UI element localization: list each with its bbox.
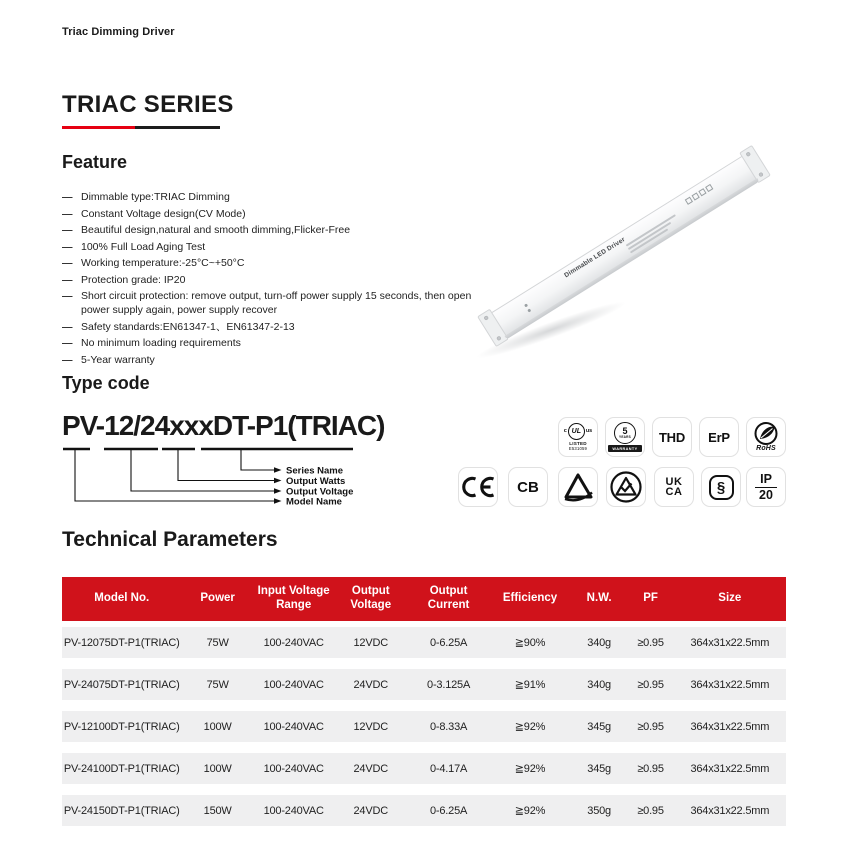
warranty-years-number: 5 bbox=[622, 425, 628, 436]
terminal-dot bbox=[527, 308, 531, 312]
table-cell: 345g bbox=[587, 720, 611, 733]
ukca-line1: UK bbox=[665, 475, 683, 488]
ul-prefix: c bbox=[563, 427, 567, 434]
callout-model-name: Model Name bbox=[286, 496, 342, 508]
table-cell: 100-240VAC bbox=[263, 678, 324, 691]
ukca-mark bbox=[666, 477, 683, 498]
underline-red-segment bbox=[62, 126, 135, 129]
feature-list bbox=[62, 191, 474, 370]
triangle-mark bbox=[562, 472, 594, 503]
ukca-line2: CA bbox=[665, 486, 683, 498]
table-cell: ≧90% bbox=[514, 637, 546, 649]
arrow-icon bbox=[274, 478, 282, 484]
table-cell: 364x31x22.5mm bbox=[690, 678, 770, 691]
feature-text: Short circuit protection: remove output, turn-off power supply 15 seconds, then open power supply again, power supply recover bbox=[81, 290, 472, 317]
table-cell: 150W bbox=[203, 804, 232, 817]
col-header: Power bbox=[200, 592, 235, 605]
feature-item bbox=[62, 241, 474, 255]
table-cell: 12VDC bbox=[353, 720, 388, 733]
table-cell: ≧91% bbox=[514, 679, 546, 691]
feature-item bbox=[62, 290, 474, 318]
table-cell: 350g bbox=[587, 804, 611, 817]
feature-text: Safety standards:EN61347-1、EN61347-2-13 bbox=[81, 320, 295, 333]
page-header-label: Triac Dimming Driver bbox=[62, 26, 175, 38]
cb-label: CB bbox=[517, 478, 539, 496]
five-year-warranty-icon bbox=[605, 417, 645, 457]
table-cell: 345g bbox=[587, 762, 611, 775]
bullet-dash: — bbox=[62, 320, 73, 333]
feature-item bbox=[62, 257, 474, 271]
col-header: PF bbox=[643, 592, 658, 605]
table-row bbox=[62, 795, 786, 826]
thd-label: THD bbox=[658, 429, 686, 445]
feature-text: No minimum loading requirements bbox=[81, 337, 241, 350]
table-cell: 24VDC bbox=[353, 804, 388, 817]
table-row bbox=[62, 711, 786, 742]
screw-icon bbox=[758, 172, 764, 178]
feature-item bbox=[62, 208, 474, 222]
table-row bbox=[62, 753, 786, 784]
cb-icon bbox=[508, 467, 548, 507]
erp-icon bbox=[699, 417, 739, 457]
callout-output-voltage: Output Voltage bbox=[286, 486, 354, 498]
type-code-diagram bbox=[62, 446, 372, 510]
print-mark bbox=[692, 192, 700, 200]
table-cell: 364x31x22.5mm bbox=[690, 804, 770, 817]
table-cell: ≧92% bbox=[514, 805, 546, 817]
table-cell: PV-12075DT-P1(TRIAC) bbox=[63, 636, 180, 649]
s-mark-glyph: § bbox=[716, 478, 726, 496]
end-plate-left bbox=[477, 309, 509, 347]
table-cell: 12VDC bbox=[353, 636, 388, 649]
arrow-icon bbox=[274, 498, 282, 504]
rohs-icon bbox=[746, 417, 786, 457]
arrow-icon bbox=[274, 467, 282, 473]
screw-icon bbox=[483, 315, 489, 321]
feature-text: Working temperature:-25°C~+50°C bbox=[81, 257, 245, 270]
table-cell: ≥0.95 bbox=[637, 804, 664, 817]
feature-item bbox=[62, 274, 474, 288]
ukca-icon bbox=[654, 467, 694, 507]
table-cell: ≥0.95 bbox=[637, 678, 664, 691]
type-code-heading: Type code bbox=[62, 373, 150, 393]
feature-heading: Feature bbox=[62, 152, 128, 172]
feature-text: Beautiful design,natural and smooth dimming,Flicker-Free bbox=[81, 224, 351, 237]
table-cell: 0-4.17A bbox=[430, 762, 468, 775]
table-cell: ≥0.95 bbox=[637, 762, 664, 775]
table-cell: PV-24075DT-P1(TRIAC) bbox=[63, 678, 180, 691]
table-cell: 364x31x22.5mm bbox=[690, 762, 770, 775]
table-cell: PV-24100DT-P1(TRIAC) bbox=[63, 762, 180, 775]
warranty-years-text: YEARS bbox=[619, 434, 631, 439]
table-cell: 100W bbox=[203, 762, 232, 775]
ip20-mark bbox=[755, 473, 777, 502]
feature-item bbox=[62, 337, 474, 351]
table-cell: 100-240VAC bbox=[263, 720, 324, 733]
feature-item bbox=[62, 354, 474, 368]
print-mark bbox=[698, 188, 706, 196]
bullet-dash: — bbox=[62, 224, 73, 237]
series-title: TRIAC SERIES bbox=[62, 91, 234, 118]
feature-text: 100% Full Load Aging Test bbox=[81, 240, 206, 253]
table-cell: 75W bbox=[206, 636, 229, 649]
bullet-dash: — bbox=[62, 273, 73, 286]
ce-icon bbox=[458, 467, 498, 507]
bullet-dash: — bbox=[62, 257, 73, 270]
table-cell: ≥0.95 bbox=[637, 720, 664, 733]
ul-file-number: E531059 bbox=[568, 446, 588, 452]
rohs-mark bbox=[751, 421, 781, 453]
rohs-label: RoHS bbox=[756, 445, 776, 452]
print-mark bbox=[685, 197, 693, 205]
ul-listed-icon bbox=[558, 417, 598, 457]
print-mark bbox=[705, 184, 713, 192]
feature-text: Protection grade: IP20 bbox=[81, 273, 186, 286]
feature-text: 5-Year warranty bbox=[81, 353, 155, 366]
table-cell: 24VDC bbox=[353, 762, 388, 775]
s-mark-icon bbox=[701, 467, 741, 507]
col-header: Input Voltage Range bbox=[257, 585, 330, 611]
bullet-dash: — bbox=[62, 191, 73, 203]
table-row bbox=[62, 627, 786, 658]
bullet-dash: — bbox=[62, 353, 73, 366]
ul-circle: UL bbox=[568, 423, 585, 440]
screw-icon bbox=[496, 336, 502, 342]
technical-parameters-table bbox=[62, 577, 786, 826]
table-cell: 364x31x22.5mm bbox=[690, 720, 770, 733]
table-cell: PV-12100DT-P1(TRIAC) bbox=[63, 720, 180, 733]
ul-mark bbox=[564, 423, 592, 440]
feature-text: Dimmable type:TRIAC Dimming bbox=[81, 191, 230, 203]
end-plate-right bbox=[739, 145, 771, 183]
col-header: Efficiency bbox=[502, 592, 558, 605]
feature-item bbox=[62, 191, 474, 205]
underline-dark-segment bbox=[135, 126, 220, 129]
table-cell: 364x31x22.5mm bbox=[690, 636, 770, 649]
col-header: N.W. bbox=[586, 592, 612, 605]
screw-icon bbox=[745, 151, 751, 157]
thd-icon bbox=[652, 417, 692, 457]
bullet-dash: — bbox=[62, 290, 73, 303]
table-header-row bbox=[62, 577, 786, 621]
table-row bbox=[62, 669, 786, 700]
table-cell: 0-3.125A bbox=[427, 678, 471, 691]
table-cell: 0-6.25A bbox=[430, 804, 468, 817]
table-cell: ≧92% bbox=[514, 721, 546, 733]
table-cell: 340g bbox=[587, 678, 611, 691]
col-header: Size bbox=[718, 592, 742, 605]
table-cell: 24VDC bbox=[353, 678, 388, 691]
tuv-icon bbox=[558, 467, 598, 507]
table-cell: 100-240VAC bbox=[263, 636, 324, 649]
rcm-icon bbox=[606, 467, 646, 507]
s-mark-border bbox=[709, 475, 734, 500]
ip-text: IP bbox=[760, 471, 772, 486]
col-header: Output Current bbox=[427, 585, 470, 611]
callout-output-watts: Output Watts bbox=[286, 476, 346, 487]
warranty-circle bbox=[614, 422, 636, 444]
col-header: Model No. bbox=[94, 592, 150, 605]
technical-heading: Technical Parameters bbox=[62, 528, 278, 551]
ip-rating: 20 bbox=[759, 488, 773, 502]
table-cell: 100W bbox=[203, 720, 232, 733]
bullet-dash: — bbox=[62, 337, 73, 350]
table-cell: PV-24150DT-P1(TRIAC) bbox=[63, 804, 180, 817]
bullet-dash: — bbox=[62, 207, 73, 220]
callout-series-name: Series Name bbox=[286, 465, 344, 477]
table-cell: 100-240VAC bbox=[263, 804, 324, 817]
table-cell: 0-8.33A bbox=[430, 720, 468, 733]
ce-mark bbox=[460, 475, 496, 499]
feature-item bbox=[62, 321, 474, 335]
rcm-mark bbox=[609, 470, 643, 504]
table-cell: 100-240VAC bbox=[263, 762, 324, 775]
bullet-dash: — bbox=[62, 240, 73, 253]
warranty-banner: WARRANTY bbox=[608, 445, 642, 452]
arrow-icon bbox=[274, 488, 282, 494]
terminal-dot bbox=[524, 303, 528, 307]
product-photo bbox=[455, 148, 847, 363]
feature-item bbox=[62, 224, 474, 238]
table-cell: 340g bbox=[587, 636, 611, 649]
table-cell: ≥0.95 bbox=[637, 636, 664, 649]
device-side-edge bbox=[505, 178, 760, 339]
type-code-text: PV-12/24xxxDT-P1(TRIAC) bbox=[62, 410, 385, 441]
feature-text: Constant Voltage design(CV Mode) bbox=[81, 207, 246, 220]
series-underline bbox=[62, 126, 220, 129]
col-header: Output Voltage bbox=[350, 585, 392, 611]
product-print-label: Dimmable LED Driver bbox=[563, 236, 627, 280]
erp-label: ErP bbox=[708, 429, 730, 445]
print-line bbox=[626, 214, 676, 246]
ip20-icon bbox=[746, 467, 786, 507]
table-cell: 0-6.25A bbox=[430, 636, 468, 649]
table-cell: 75W bbox=[206, 678, 229, 691]
table-cell: ≧92% bbox=[514, 763, 546, 775]
ul-listed-text: LISTED bbox=[569, 440, 587, 446]
ul-suffix: us bbox=[585, 427, 593, 434]
